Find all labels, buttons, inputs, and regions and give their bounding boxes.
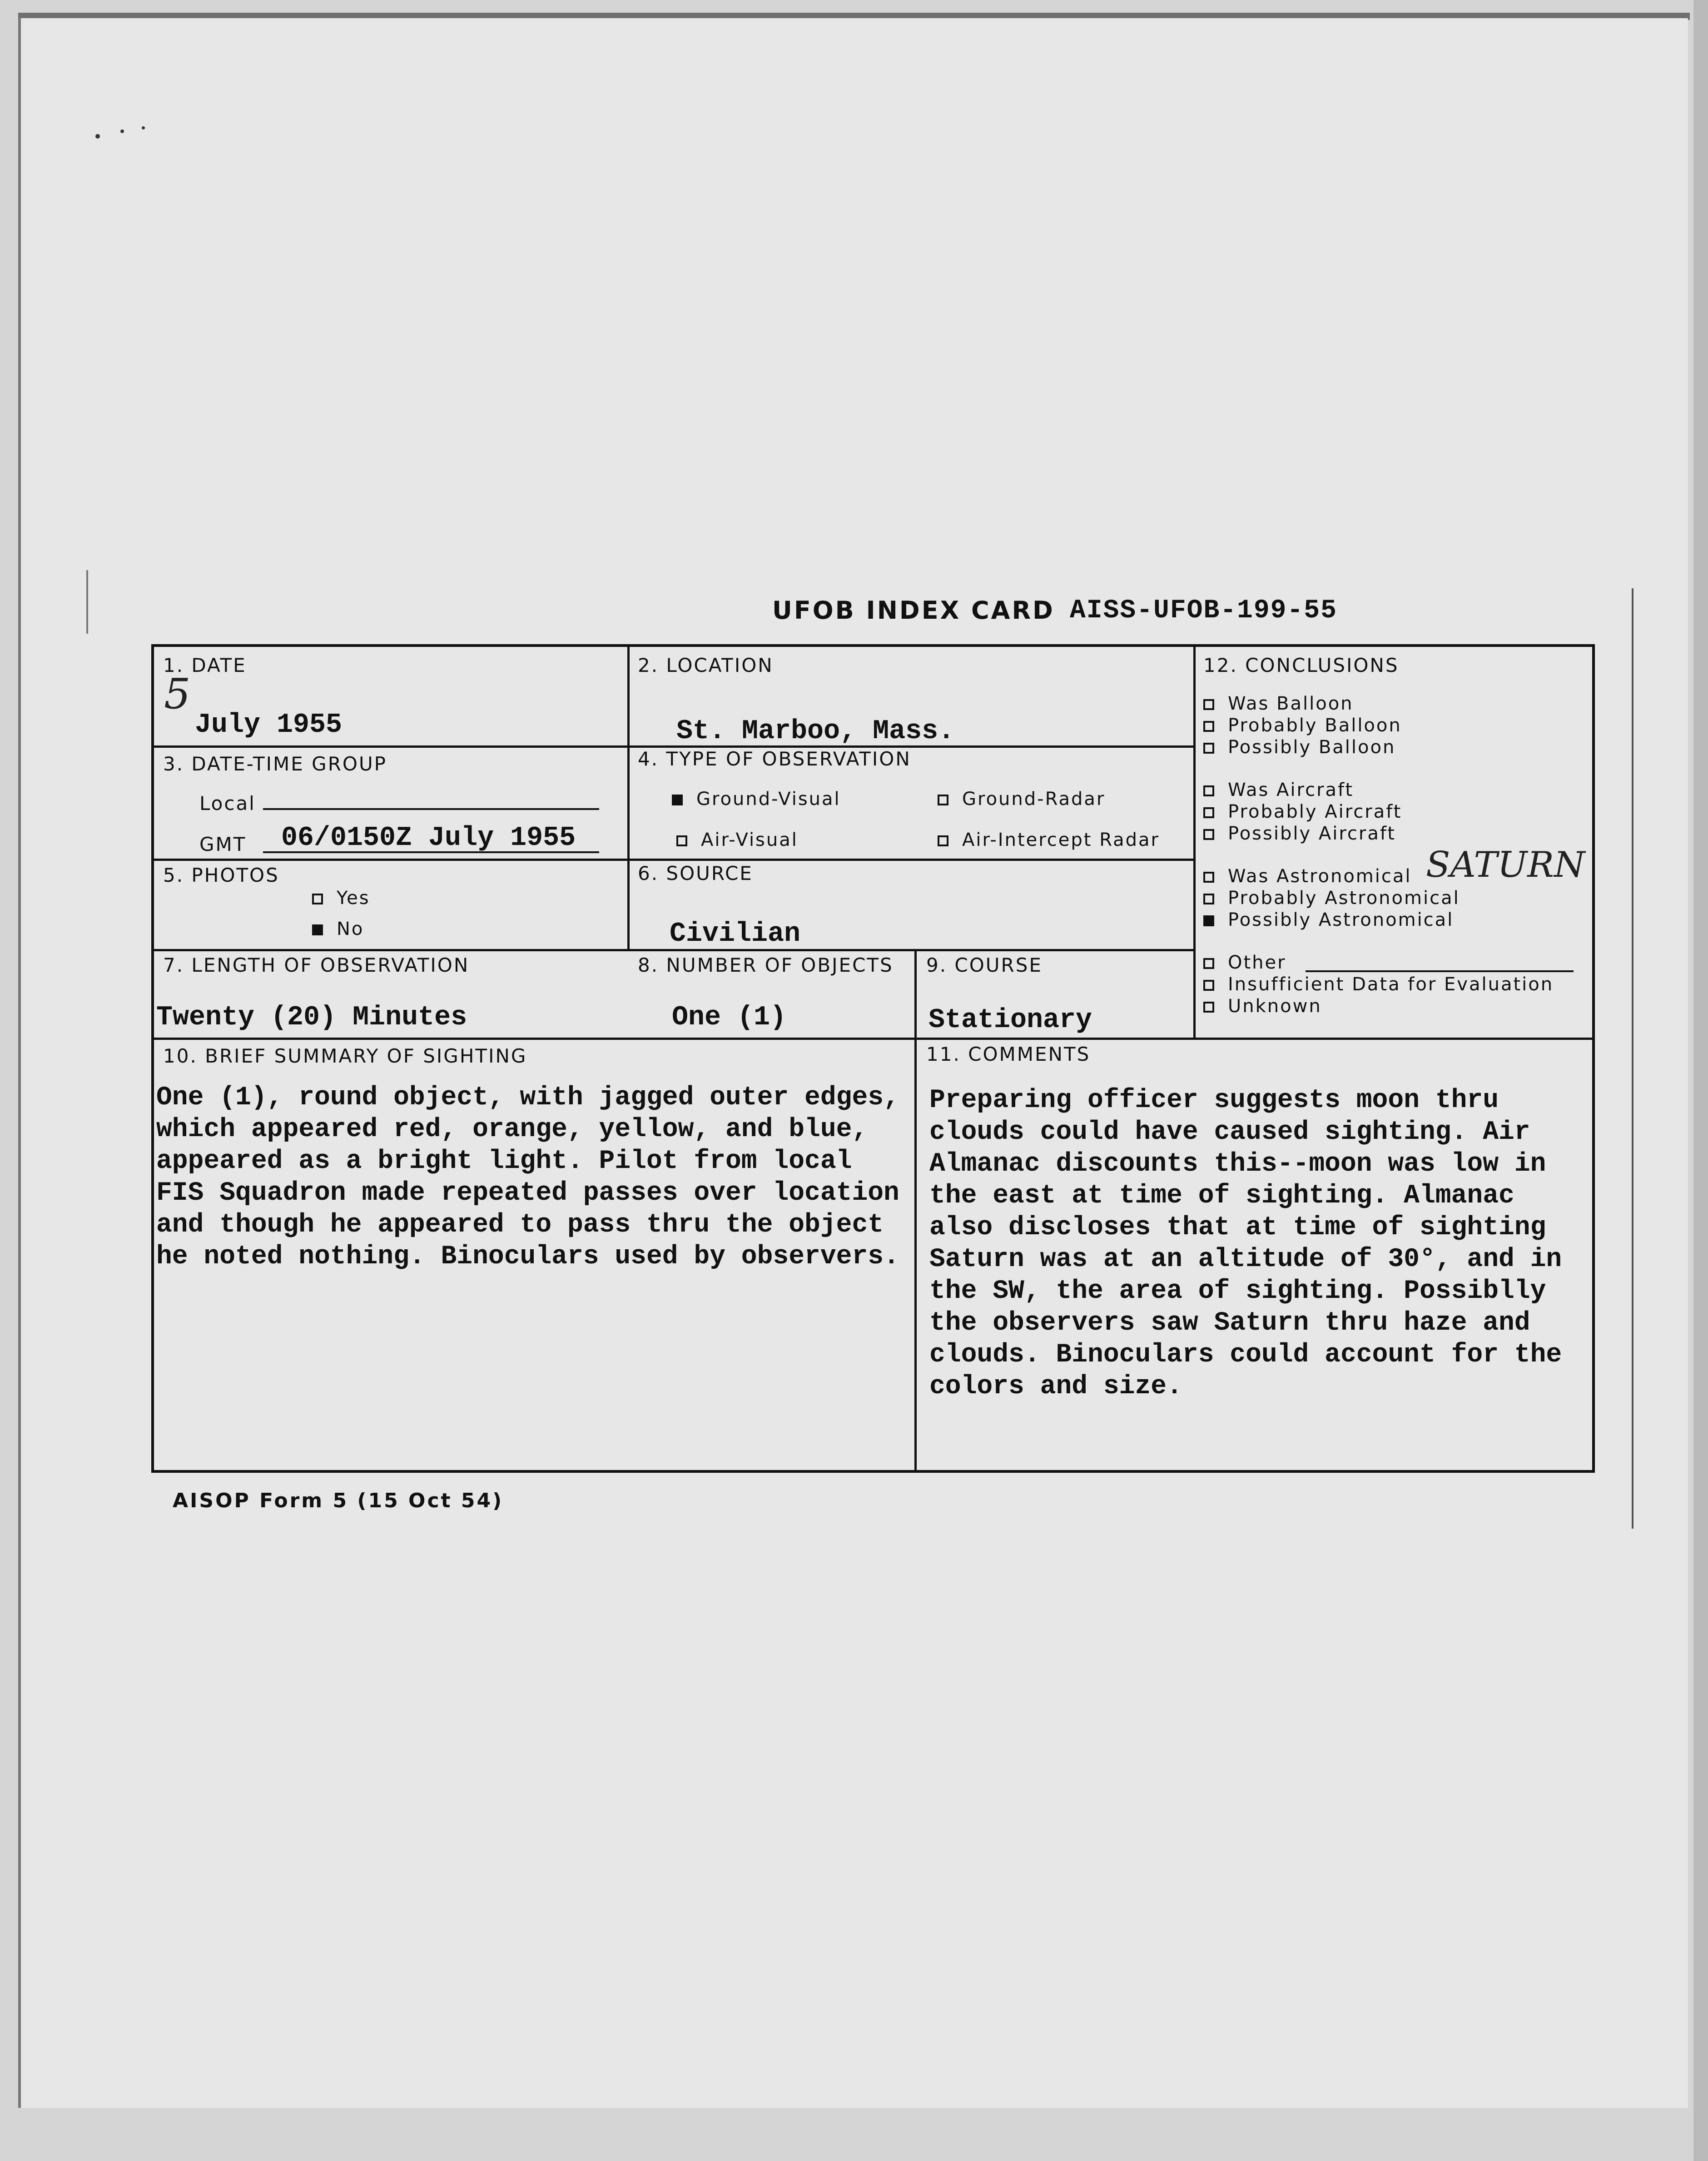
conclusion-item: Probably Astronomical bbox=[1203, 888, 1460, 909]
divider bbox=[154, 859, 1194, 861]
dtg-gmt-label: GMT bbox=[199, 833, 247, 855]
divider bbox=[627, 647, 630, 949]
course-label: 9. COURSE bbox=[926, 954, 1043, 976]
comments-line: colors and size. bbox=[929, 1372, 1182, 1401]
checkbox-icon bbox=[1203, 807, 1214, 818]
observation-type-label: 4. TYPE OF OBSERVATION bbox=[638, 748, 911, 770]
date-handwritten-day: 5 bbox=[164, 670, 191, 718]
comments-line: clouds could have caused sighting. Air bbox=[929, 1118, 1530, 1147]
summary-line: appeared as a bright light. Pilot from local bbox=[156, 1147, 852, 1176]
conclusion-item: Possibly Balloon bbox=[1203, 737, 1395, 758]
conclusion-item: Unknown bbox=[1203, 996, 1322, 1017]
checkbox-icon bbox=[1203, 829, 1214, 840]
divider bbox=[1193, 647, 1196, 1038]
summary-line: and though he appeared to pass thru the object bbox=[156, 1210, 884, 1240]
conclusion-item: Insufficient Data for Evaluation bbox=[1203, 974, 1554, 995]
photos-no: No bbox=[312, 919, 364, 939]
comments-line: Saturn was at an altitude of 30°, and in bbox=[929, 1245, 1562, 1274]
length-value: Twenty (20) Minutes bbox=[156, 1002, 467, 1033]
comments-label: 11. COMMENTS bbox=[926, 1043, 1091, 1065]
dtg-local-label: Local bbox=[199, 792, 256, 815]
checkbox-icon bbox=[1203, 958, 1214, 969]
divider bbox=[914, 949, 917, 1473]
summary-line: One (1), round object, with jagged outer edges, bbox=[156, 1083, 899, 1113]
conclusion-item: Possibly Astronomical bbox=[1203, 909, 1454, 930]
comments-line: the SW, the area of sighting. Possiblly bbox=[929, 1277, 1546, 1306]
conclusion-item: Was Balloon bbox=[1203, 693, 1354, 714]
dtg-label: 3. DATE-TIME GROUP bbox=[163, 753, 387, 775]
conclusion-item: Was Aircraft bbox=[1203, 780, 1354, 800]
checkbox-checked-icon bbox=[672, 795, 683, 805]
checkbox-icon bbox=[938, 795, 948, 805]
obs-ground-radar: Ground-Radar bbox=[938, 789, 1105, 810]
checkbox-icon bbox=[1203, 1002, 1214, 1013]
location-value: St. Marboo, Mass. bbox=[676, 716, 955, 747]
course-value: Stationary bbox=[928, 1005, 1092, 1036]
comments-line: also discloses that at time of sighting bbox=[929, 1213, 1546, 1242]
conclusion-item: Probably Balloon bbox=[1203, 715, 1402, 736]
obs-air-intercept-radar: Air-Intercept Radar bbox=[938, 830, 1160, 850]
dtg-gmt-value: 06/0150Z July 1955 bbox=[281, 823, 576, 854]
summary-line: he noted nothing. Binoculars used by observers. bbox=[156, 1242, 899, 1272]
scan-speck bbox=[120, 129, 124, 133]
card-edge-line bbox=[1632, 588, 1634, 1529]
scan-speck bbox=[95, 134, 100, 139]
checkbox-icon bbox=[312, 894, 323, 904]
margin-mark bbox=[86, 570, 88, 634]
checkbox-icon bbox=[676, 835, 687, 846]
comments-line: Preparing officer suggests moon thru bbox=[929, 1086, 1499, 1115]
date-label: 1. DATE bbox=[163, 654, 247, 676]
form-number: AISOP Form 5 (15 Oct 54) bbox=[173, 1489, 504, 1512]
checkbox-icon bbox=[938, 835, 948, 846]
conclusion-item: Other bbox=[1203, 952, 1286, 973]
card-title: UFOB INDEX CARD bbox=[772, 596, 1055, 625]
checkbox-icon bbox=[1203, 894, 1214, 904]
comments-line: Almanac discounts this--moon was low in bbox=[929, 1149, 1546, 1179]
date-value: July 1955 bbox=[195, 710, 343, 740]
divider bbox=[154, 1038, 1595, 1040]
summary-line: FIS Squadron made repeated passes over location bbox=[156, 1178, 899, 1208]
conclusion-item: Probably Aircraft bbox=[1203, 801, 1402, 822]
scan-edge-right bbox=[1693, 0, 1708, 2161]
source-value: Civilian bbox=[670, 919, 801, 949]
conclusion-item: Possibly Aircraft bbox=[1203, 823, 1396, 844]
handwritten-note: SATURN bbox=[1426, 845, 1585, 885]
objects-label: 8. NUMBER OF OBJECTS bbox=[638, 954, 894, 976]
index-card bbox=[151, 644, 1595, 1473]
card-number: AISS-UFOB-199-55 bbox=[1070, 596, 1337, 626]
checkbox-icon bbox=[1203, 872, 1214, 883]
photos-label: 5. PHOTOS bbox=[163, 864, 279, 886]
checkbox-icon bbox=[1203, 743, 1214, 754]
comments-line: clouds. Binoculars could account for the bbox=[929, 1340, 1562, 1370]
checkbox-icon bbox=[1203, 699, 1214, 710]
obs-air-visual: Air-Visual bbox=[676, 830, 798, 850]
comments-line: the east at time of sighting. Almanac bbox=[929, 1181, 1514, 1211]
checkbox-icon bbox=[1203, 785, 1214, 796]
comments-line: the observers saw Saturn thru haze and bbox=[929, 1308, 1530, 1338]
conclusions-label: 12. CONCLUSIONS bbox=[1203, 654, 1399, 676]
dtg-local-line bbox=[263, 808, 599, 810]
checkbox-icon bbox=[1203, 721, 1214, 732]
summary-line: which appeared red, orange, yellow, and blue, bbox=[156, 1115, 868, 1144]
length-label: 7. LENGTH OF OBSERVATION bbox=[163, 954, 470, 976]
scan-speck bbox=[142, 126, 145, 129]
summary-label: 10. BRIEF SUMMARY OF SIGHTING bbox=[163, 1045, 527, 1067]
obs-ground-visual: Ground-Visual bbox=[672, 789, 841, 810]
objects-value: One (1) bbox=[672, 1002, 787, 1033]
comments-text bbox=[929, 1085, 1562, 1403]
source-label: 6. SOURCE bbox=[638, 862, 753, 884]
checkbox-icon bbox=[1203, 980, 1214, 991]
summary-text bbox=[156, 1082, 899, 1273]
conclusion-item: Was Astronomical bbox=[1203, 866, 1412, 887]
location-label: 2. LOCATION bbox=[638, 654, 774, 676]
photos-yes: Yes bbox=[312, 888, 370, 909]
checkbox-checked-icon bbox=[312, 924, 323, 935]
checkbox-checked-icon bbox=[1203, 915, 1214, 926]
other-line bbox=[1306, 970, 1574, 972]
